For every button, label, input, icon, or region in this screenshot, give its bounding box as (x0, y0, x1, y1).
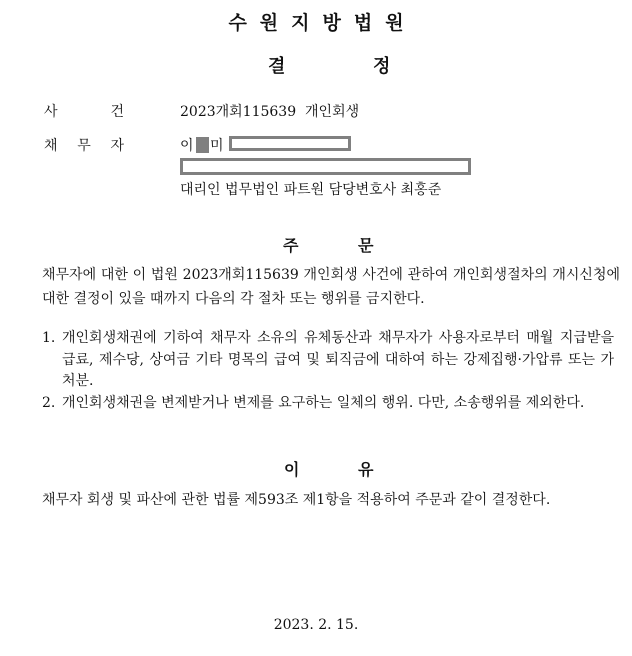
order-items (42, 328, 614, 414)
list-item (42, 393, 614, 415)
debtor-label-char: 무 (77, 138, 91, 154)
debtor-name-first: 이 (180, 138, 194, 154)
debtor-name-redaction (196, 137, 209, 153)
item-number: 1. (42, 330, 56, 346)
reason-heading-char-1: 이 (284, 460, 300, 479)
doc-type-char-2: 정 (373, 56, 391, 77)
debtor-label-char: 자 (110, 138, 124, 154)
document-type-heading (0, 52, 632, 76)
attorney-line: 대리인 법무법인 파트원 담당변호사 최홍준 (180, 182, 442, 198)
case-label-char: 사 (44, 104, 58, 120)
court-name: 수원지방법원 (228, 12, 417, 34)
order-heading (0, 233, 632, 255)
reason-heading (0, 457, 632, 479)
debtor-address-redaction (180, 158, 471, 175)
item-text: 개인회생채권에 기하여 채무자 소유의 유체동산과 채무자가 사용자로부터 매월 지급받을 급료, 제수당, 상여금 기타 명목의 급여 및 퇴직금에 대하여 하는 강제집행·가압류 또는 가처분. (62, 330, 614, 389)
item-number: 2. (42, 394, 56, 411)
debtor-name-last: 미 (210, 138, 224, 154)
case-label (44, 101, 124, 121)
order-heading-char-1: 주 (283, 236, 299, 255)
list-item (42, 328, 614, 393)
debtor-label (44, 135, 124, 155)
item-text: 개인회생채권을 변제받거나 변제를 요구하는 일체의 행위. 다만, 소송행위를 제외한다. (62, 394, 585, 411)
debtor-id-redaction (229, 136, 351, 151)
order-intro: 채무자에 대한 이 법원 2023개회115639 개인회생 사건에 관하여 개인회생절차의 개시신청에 대한 결정이 있을 때까지 다음의 각 절차 또는 행위를 금지한다. (42, 267, 620, 307)
reason-heading-char-2: 유 (358, 460, 374, 479)
reason-text: 채무자 회생 및 파산에 관한 법률 제593조 제1항을 적용하여 주문과 같이 결정한다. (42, 492, 551, 508)
debtor-label-char: 채 (44, 138, 58, 154)
case-label-char: 건 (110, 104, 124, 120)
case-number: 2023개회115639 개인회생 (180, 104, 360, 120)
doc-type-char-1: 결 (268, 56, 286, 77)
decision-date: 2023. 2. 15. (273, 617, 359, 633)
order-heading-char-2: 문 (358, 236, 374, 255)
